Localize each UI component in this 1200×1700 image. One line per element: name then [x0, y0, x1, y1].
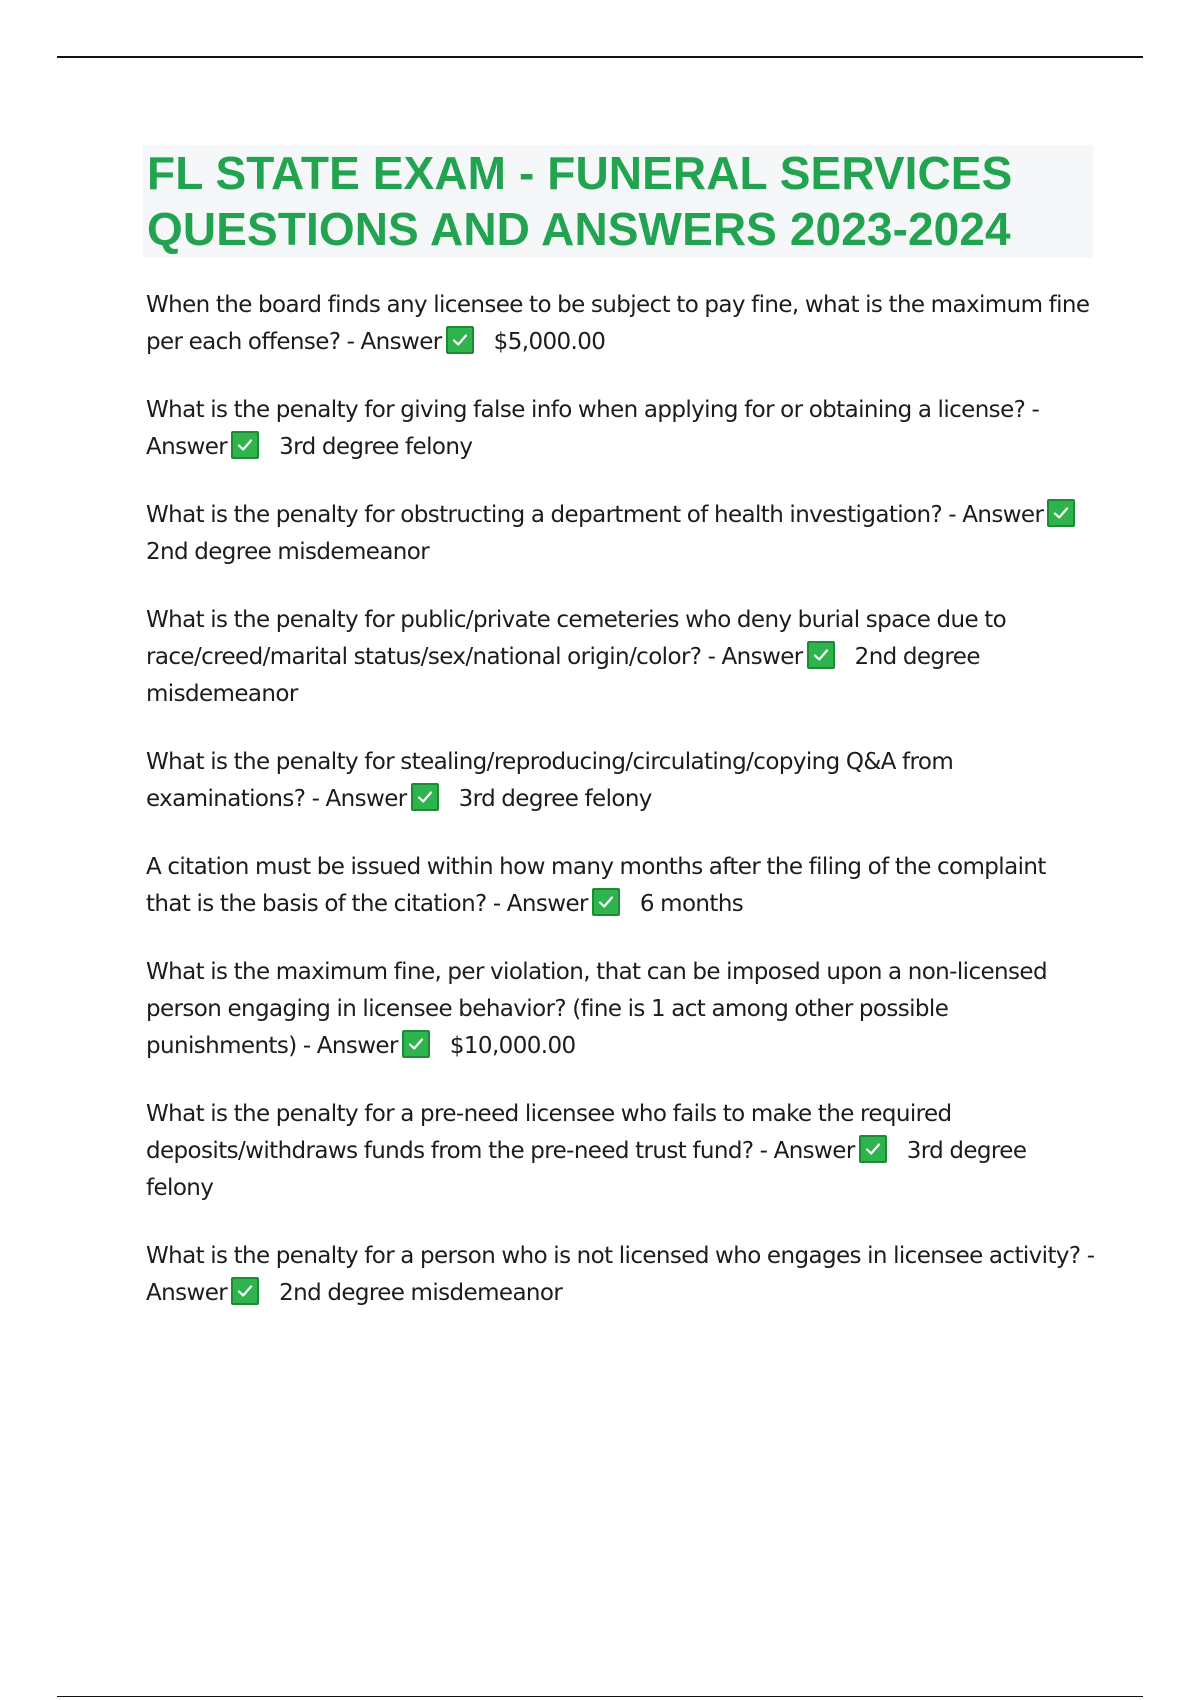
- answer-text: $5,000.00: [493, 329, 606, 355]
- answer-text: 2nd degree misdemeanor: [279, 1280, 563, 1306]
- footer-rule: [57, 1696, 1143, 1697]
- question-text: When the board finds any licensee to be subject to pay fine, what is the maximum fine per each offense? - Answer: [146, 292, 1090, 355]
- green-checkbox-icon: [859, 1135, 887, 1163]
- green-checkbox-icon: [807, 641, 835, 669]
- header-rule: [57, 56, 1143, 58]
- qa-item: [146, 1096, 1096, 1207]
- answer-text: 2nd degree misdemeanor: [146, 539, 430, 565]
- green-checkbox-icon: [592, 888, 620, 916]
- green-checkbox-icon: [231, 1277, 259, 1305]
- question-text: What is the penalty for a person who is not licensed who engages in licensee activity? - Answer: [146, 1243, 1095, 1306]
- green-checkbox-icon: [231, 431, 259, 459]
- title-line-2: QUESTIONS AND ANSWERS 2023-2024: [147, 203, 1011, 255]
- question-text: What is the penalty for obstructing a department of health investigation? - Answer: [146, 502, 1044, 528]
- qa-item: [146, 849, 1096, 923]
- answer-text: 3rd degree felony: [279, 434, 473, 460]
- green-checkbox-icon: [446, 326, 474, 354]
- qa-item: [146, 497, 1096, 571]
- qa-item: [146, 602, 1096, 713]
- question-text: A citation must be issued within how many months after the filing of the complaint that is the basis of the citation? - Answer: [146, 854, 1046, 917]
- qa-item: [146, 744, 1096, 818]
- qa-item: [146, 287, 1096, 361]
- answer-text: $10,000.00: [449, 1033, 576, 1059]
- answer-text: 6 months: [639, 891, 744, 917]
- qa-list: [146, 287, 1096, 1343]
- answer-text: 3rd degree felony: [458, 786, 652, 812]
- answer-text: 2nd degree misdemeanor: [146, 644, 980, 707]
- green-checkbox-icon: [1047, 499, 1075, 527]
- question-text: What is the penalty for giving false info when applying for or obtaining a license? - Answer: [146, 397, 1040, 460]
- green-checkbox-icon: [402, 1030, 430, 1058]
- qa-item: [146, 1238, 1096, 1312]
- green-checkbox-icon: [411, 783, 439, 811]
- answer-text: 3rd degree felony: [146, 1138, 1027, 1201]
- qa-item: [146, 954, 1096, 1065]
- document-title: [143, 145, 1093, 258]
- title-line-1: FL STATE EXAM - FUNERAL SERVICES: [147, 147, 1013, 199]
- question-text: What is the maximum fine, per violation, that can be imposed upon a non-licensed person engaging in licensee behavior? (fine is 1 act among other possible punishments) - Answer: [146, 959, 1047, 1059]
- question-text: What is the penalty for public/private cemeteries who deny burial space due to race/creed/marital status/sex/national origin/color? - Answer: [146, 607, 1007, 670]
- question-text: What is the penalty for a pre-need licensee who fails to make the required deposits/withdraws funds from the pre-need trust fund? - Answer: [146, 1101, 952, 1164]
- qa-item: [146, 392, 1096, 466]
- question-text: What is the penalty for stealing/reproducing/circulating/copying Q&A from examinations? - Answer: [146, 749, 954, 812]
